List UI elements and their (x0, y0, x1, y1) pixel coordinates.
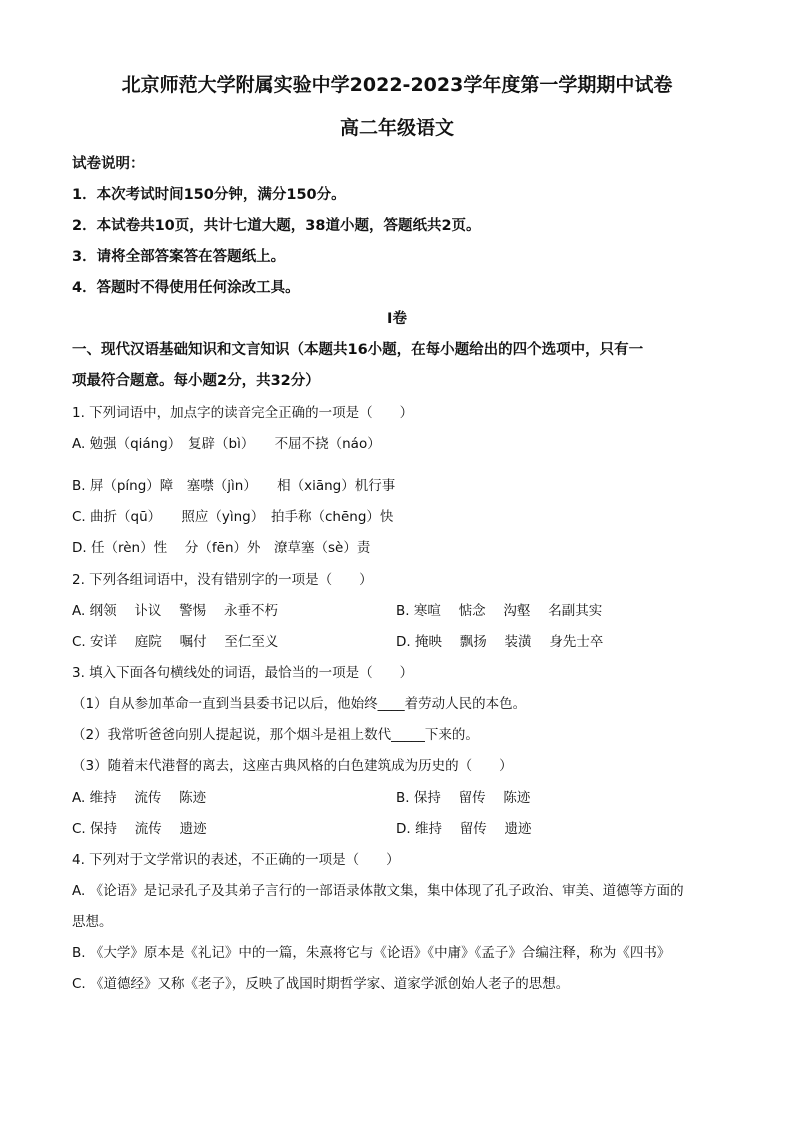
question-1-option-a: A. 勉强（qiáng） 复辟（bì） 不屈不挠（náo） (72, 436, 381, 452)
question-1-option-c: C. 曲折（qū） 照应（yìng） 拍手称（chēng）快 (72, 509, 394, 525)
question-3-sentence-2: （2）我常听爸爸向别人提起说，那个烟斗是祖上数代_____下来的。 (72, 727, 479, 743)
question-4-stem: 4. 下列对于文学常识的表述，不正确的一项是（ ） (72, 852, 400, 868)
exam-subtitle: 高二年级语文 (339, 117, 454, 139)
question-3-option-a: A. 维持 流传 陈迹 (72, 790, 207, 806)
section-label: I卷 (387, 311, 407, 327)
question-3-sentence-1: （1）自从参加革命一直到当县委书记以后，他始终____着劳动人民的本色。 (72, 696, 527, 712)
question-1-stem: 1. 下列词语中，加点字的读音完全正确的一项是（ ） (72, 405, 414, 421)
instruction-item-1: 1．本次考试时间150分钟，满分150分。 (72, 187, 346, 203)
part1-heading-line2: 项最符合题意。每小题2分，共32分） (72, 373, 320, 389)
exam-title: 北京师范大学附属实验中学2022-2023学年度第一学期期中试卷 (121, 74, 673, 96)
question-4-option-a-line2: 思想。 (72, 914, 113, 930)
instruction-item-3: 3．请将全部答案答在答题纸上。 (72, 249, 286, 265)
question-2-option-b: B. 寒喧 惦念 沟壑 名副其实 (396, 603, 603, 619)
question-2-option-a: A. 纲领 讣议 警惕 永垂不朽 (72, 603, 278, 619)
question-4-option-a-line1: A. 《论语》是记录孔子及其弟子言行的一部语录体散文集，集中体现了孔子政治、审美、道德等方面的 (72, 883, 684, 899)
instruction-item-2: 2．本试卷共10页，共计七道大题，38道小题，答题纸共2页。 (72, 218, 481, 234)
question-3-option-b: B. 保持 留传 陈迹 (396, 790, 531, 806)
instruction-item-4: 4．答题时不得使用任何涂改工具。 (72, 280, 300, 296)
question-2-stem: 2. 下列各组词语中，没有错别字的一项是（ ） (72, 572, 373, 588)
question-4-option-c: C. 《道德经》又称《老子》，反映了战国时期哲学家、道家学派创始人老子的思想。 (72, 976, 570, 992)
question-3-sentence-3: （3）随着末代港督的离去，这座古典风格的白色建筑成为历史的（ ） (72, 758, 513, 774)
question-3-stem: 3. 填入下面各句横线处的词语，最恰当的一项是（ ） (72, 665, 414, 681)
question-3-option-c: C. 保持 流传 遗迹 (72, 821, 207, 837)
question-2-option-c: C. 安详 庭院 嘱付 至仁至义 (72, 634, 279, 650)
part1-heading-line1: 一、现代汉语基础知识和文言知识（本题共16小题，在每小题给出的四个选项中，只有一 (72, 342, 644, 358)
question-1-option-b: B. 屏（píng）障 塞噤（jìn） 相（xiāng）机行事 (72, 478, 396, 494)
question-1-option-d: D. 任（rèn）性 分（fēn）外 潦草塞（sè）责 (72, 540, 371, 556)
question-4-option-b: B. 《大学》原本是《礼记》中的一篇，朱熹将它与《论语》《中庸》《孟子》合编注释，称为《四书》 (72, 945, 671, 961)
question-3-option-d: D. 维持 留传 遗迹 (396, 821, 532, 837)
question-2-option-d: D. 掩映 飘扬 装潢 身先士卒 (396, 634, 604, 650)
instructions-heading: 试卷说明： (72, 156, 145, 172)
